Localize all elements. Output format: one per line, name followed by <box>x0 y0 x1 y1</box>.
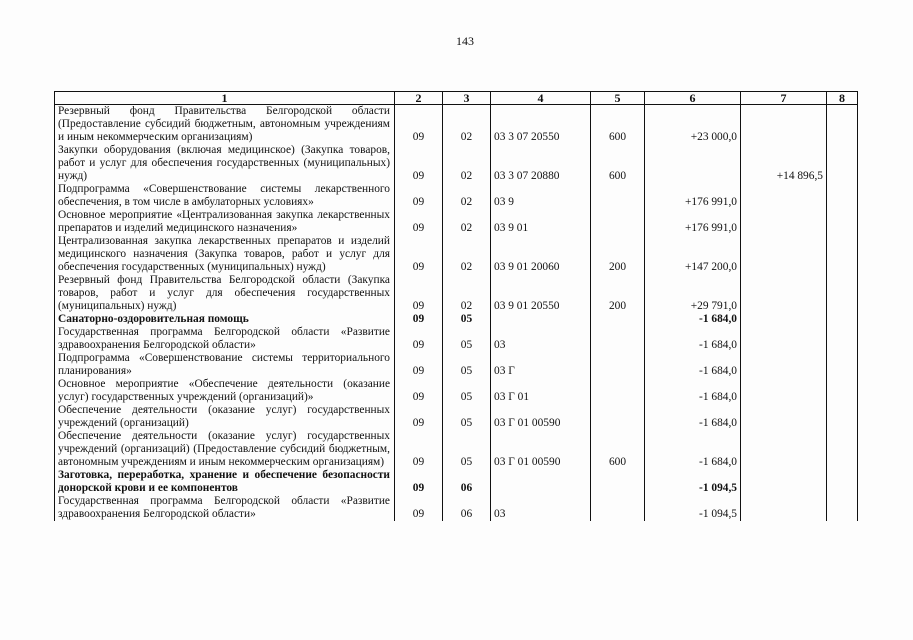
row-cell-c6: -1 684,0 <box>645 404 741 430</box>
row-description: Резервный фонд Правительства Белгородской области (Предоставление субсидий бюджетным, автономным учреждениям и иным некоммерческим организациям) <box>55 105 395 145</box>
row-cell-c3: 02 <box>443 183 491 209</box>
row-cell-c6: +176 991,0 <box>645 183 741 209</box>
row-cell-c7 <box>741 313 827 326</box>
header-cell: 6 <box>645 92 741 105</box>
row-cell-c8 <box>827 105 858 145</box>
budget-table <box>54 91 858 521</box>
row-cell-c6: +29 791,0 <box>645 274 741 313</box>
table-row <box>55 495 858 521</box>
row-cell-c6: -1 684,0 <box>645 352 741 378</box>
header-cell: 3 <box>443 92 491 105</box>
row-cell-c4: 03 <box>491 326 591 352</box>
row-cell-c6: -1 094,5 <box>645 469 741 495</box>
row-cell-c5 <box>591 495 645 521</box>
row-cell-c8 <box>827 495 858 521</box>
row-cell-c3: 02 <box>443 274 491 313</box>
row-description: Подпрограмма «Совершенствование системы территориального планирования» <box>55 352 395 378</box>
row-cell-c2: 09 <box>395 105 443 145</box>
row-description: Обеспечение деятельности (оказание услуг) государственных учреждений (организаций) (Предоставление субсидий бюджетным, автономным учреждениям и иным некоммерческим организациям) <box>55 430 395 469</box>
row-cell-c8 <box>827 313 858 326</box>
row-cell-c3: 05 <box>443 378 491 404</box>
row-cell-c5: 600 <box>591 105 645 145</box>
row-cell-c6: -1 684,0 <box>645 326 741 352</box>
header-cell: 2 <box>395 92 443 105</box>
row-description: Основное мероприятие «Централизованная закупка лекарственных препаратов и изделий медицинского назначения» <box>55 209 395 235</box>
row-cell-c3: 02 <box>443 105 491 145</box>
row-cell-c5 <box>591 183 645 209</box>
row-cell-c3: 02 <box>443 144 491 183</box>
row-cell-c3: 02 <box>443 235 491 274</box>
row-cell-c8 <box>827 183 858 209</box>
row-cell-c2: 09 <box>395 235 443 274</box>
row-cell-c2: 09 <box>395 326 443 352</box>
row-cell-c2: 09 <box>395 430 443 469</box>
row-cell-c2: 09 <box>395 144 443 183</box>
row-cell-c6: +176 991,0 <box>645 209 741 235</box>
row-cell-c6: +23 000,0 <box>645 105 741 145</box>
row-cell-c6: -1 684,0 <box>645 378 741 404</box>
row-cell-c6: -1 094,5 <box>645 495 741 521</box>
row-cell-c7 <box>741 430 827 469</box>
row-cell-c5 <box>591 326 645 352</box>
table-row <box>55 430 858 469</box>
row-description: Закупки оборудования (включая медицинское) (Закупка товаров, работ и услуг для обеспечения государственных (муниципальных) нужд) <box>55 144 395 183</box>
row-cell-c3: 05 <box>443 404 491 430</box>
row-cell-c4: 03 <box>491 495 591 521</box>
row-cell-c8 <box>827 404 858 430</box>
row-cell-c7 <box>741 495 827 521</box>
row-description: Основное мероприятие «Обеспечение деятельности (оказание услуг) государственных учреждений (организаций)» <box>55 378 395 404</box>
header-cell: 4 <box>491 92 591 105</box>
row-description: Государственная программа Белгородской области «Развитие здравоохранения Белгородской области» <box>55 326 395 352</box>
row-description: Заготовка, переработка, хранение и обеспечение безопасности донорской крови и ее компонентов <box>55 469 395 495</box>
row-cell-c4: 03 9 <box>491 183 591 209</box>
row-cell-c5 <box>591 209 645 235</box>
row-cell-c8 <box>827 209 858 235</box>
row-description: Централизованная закупка лекарственных препаратов и изделий медицинского назначения (Закупка товаров, работ и услуг для обеспечения государственных (муниципальных) нужд) <box>55 235 395 274</box>
row-cell-c5: 600 <box>591 144 645 183</box>
row-cell-c8 <box>827 469 858 495</box>
header-cell: 5 <box>591 92 645 105</box>
row-cell-c7: +14 896,5 <box>741 144 827 183</box>
page-number: 143 <box>456 34 474 48</box>
row-description: Санаторно-оздоровительная помощь <box>55 313 395 326</box>
row-cell-c2: 09 <box>395 495 443 521</box>
row-cell-c2: 09 <box>395 183 443 209</box>
row-description: Государственная программа Белгородской области «Развитие здравоохранения Белгородской области» <box>55 495 395 521</box>
row-cell-c7 <box>741 105 827 145</box>
row-cell-c8 <box>827 430 858 469</box>
row-cell-c3: 06 <box>443 469 491 495</box>
row-cell-c8 <box>827 352 858 378</box>
row-cell-c2: 09 <box>395 404 443 430</box>
table-row <box>55 235 858 274</box>
table-row <box>55 326 858 352</box>
row-cell-c3: 05 <box>443 430 491 469</box>
row-cell-c5: 200 <box>591 274 645 313</box>
row-cell-c5 <box>591 469 645 495</box>
row-cell-c2: 09 <box>395 313 443 326</box>
row-cell-c7 <box>741 469 827 495</box>
row-cell-c3: 02 <box>443 209 491 235</box>
row-cell-c7 <box>741 378 827 404</box>
row-cell-c4 <box>491 469 591 495</box>
table-row <box>55 469 858 495</box>
row-cell-c4: 03 9 01 <box>491 209 591 235</box>
row-cell-c8 <box>827 235 858 274</box>
row-cell-c2: 09 <box>395 378 443 404</box>
row-cell-c3: 05 <box>443 352 491 378</box>
row-cell-c7 <box>741 274 827 313</box>
row-cell-c4: 03 9 01 20060 <box>491 235 591 274</box>
row-cell-c8 <box>827 144 858 183</box>
header-row <box>55 92 858 105</box>
row-cell-c3: 05 <box>443 326 491 352</box>
header-cell: 1 <box>55 92 395 105</box>
row-cell-c5 <box>591 378 645 404</box>
row-cell-c7 <box>741 235 827 274</box>
row-cell-c7 <box>741 326 827 352</box>
row-cell-c4: 03 Г 01 <box>491 378 591 404</box>
table-row <box>55 404 858 430</box>
header-cell: 8 <box>827 92 858 105</box>
table-row <box>55 352 858 378</box>
table-row <box>55 209 858 235</box>
header-cell: 7 <box>741 92 827 105</box>
row-cell-c4: 03 9 01 20550 <box>491 274 591 313</box>
table-row <box>55 378 858 404</box>
row-cell-c3: 05 <box>443 313 491 326</box>
row-cell-c4: 03 Г <box>491 352 591 378</box>
row-cell-c4: 03 Г 01 00590 <box>491 430 591 469</box>
row-cell-c7 <box>741 183 827 209</box>
row-cell-c6 <box>645 144 741 183</box>
row-cell-c2: 09 <box>395 469 443 495</box>
row-description: Резервный фонд Правительства Белгородской области (Закупка товаров, работ и услуг для обеспечения государственных (муниципальных) нужд) <box>55 274 395 313</box>
row-description: Подпрограмма «Совершенствование системы лекарственного обеспечения, в том числе в амбулаторных условиях» <box>55 183 395 209</box>
row-cell-c5: 200 <box>591 235 645 274</box>
table-row <box>55 105 858 145</box>
row-cell-c2: 09 <box>395 352 443 378</box>
row-description: Обеспечение деятельности (оказание услуг) государственных учреждений (организаций) <box>55 404 395 430</box>
table-row <box>55 183 858 209</box>
table-row <box>55 313 858 326</box>
row-cell-c3: 06 <box>443 495 491 521</box>
row-cell-c6: -1 684,0 <box>645 313 741 326</box>
row-cell-c5 <box>591 404 645 430</box>
row-cell-c5: 600 <box>591 430 645 469</box>
row-cell-c6: +147 200,0 <box>645 235 741 274</box>
table-row <box>55 144 858 183</box>
row-cell-c8 <box>827 378 858 404</box>
row-cell-c4: 03 3 07 20880 <box>491 144 591 183</box>
row-cell-c7 <box>741 352 827 378</box>
row-cell-c8 <box>827 326 858 352</box>
row-cell-c8 <box>827 274 858 313</box>
row-cell-c4 <box>491 313 591 326</box>
row-cell-c6: -1 684,0 <box>645 430 741 469</box>
row-cell-c2: 09 <box>395 274 443 313</box>
row-cell-c7 <box>741 209 827 235</box>
row-cell-c7 <box>741 404 827 430</box>
row-cell-c2: 09 <box>395 209 443 235</box>
table-row <box>55 274 858 313</box>
row-cell-c5 <box>591 352 645 378</box>
row-cell-c5 <box>591 313 645 326</box>
row-cell-c4: 03 Г 01 00590 <box>491 404 591 430</box>
row-cell-c4: 03 3 07 20550 <box>491 105 591 145</box>
